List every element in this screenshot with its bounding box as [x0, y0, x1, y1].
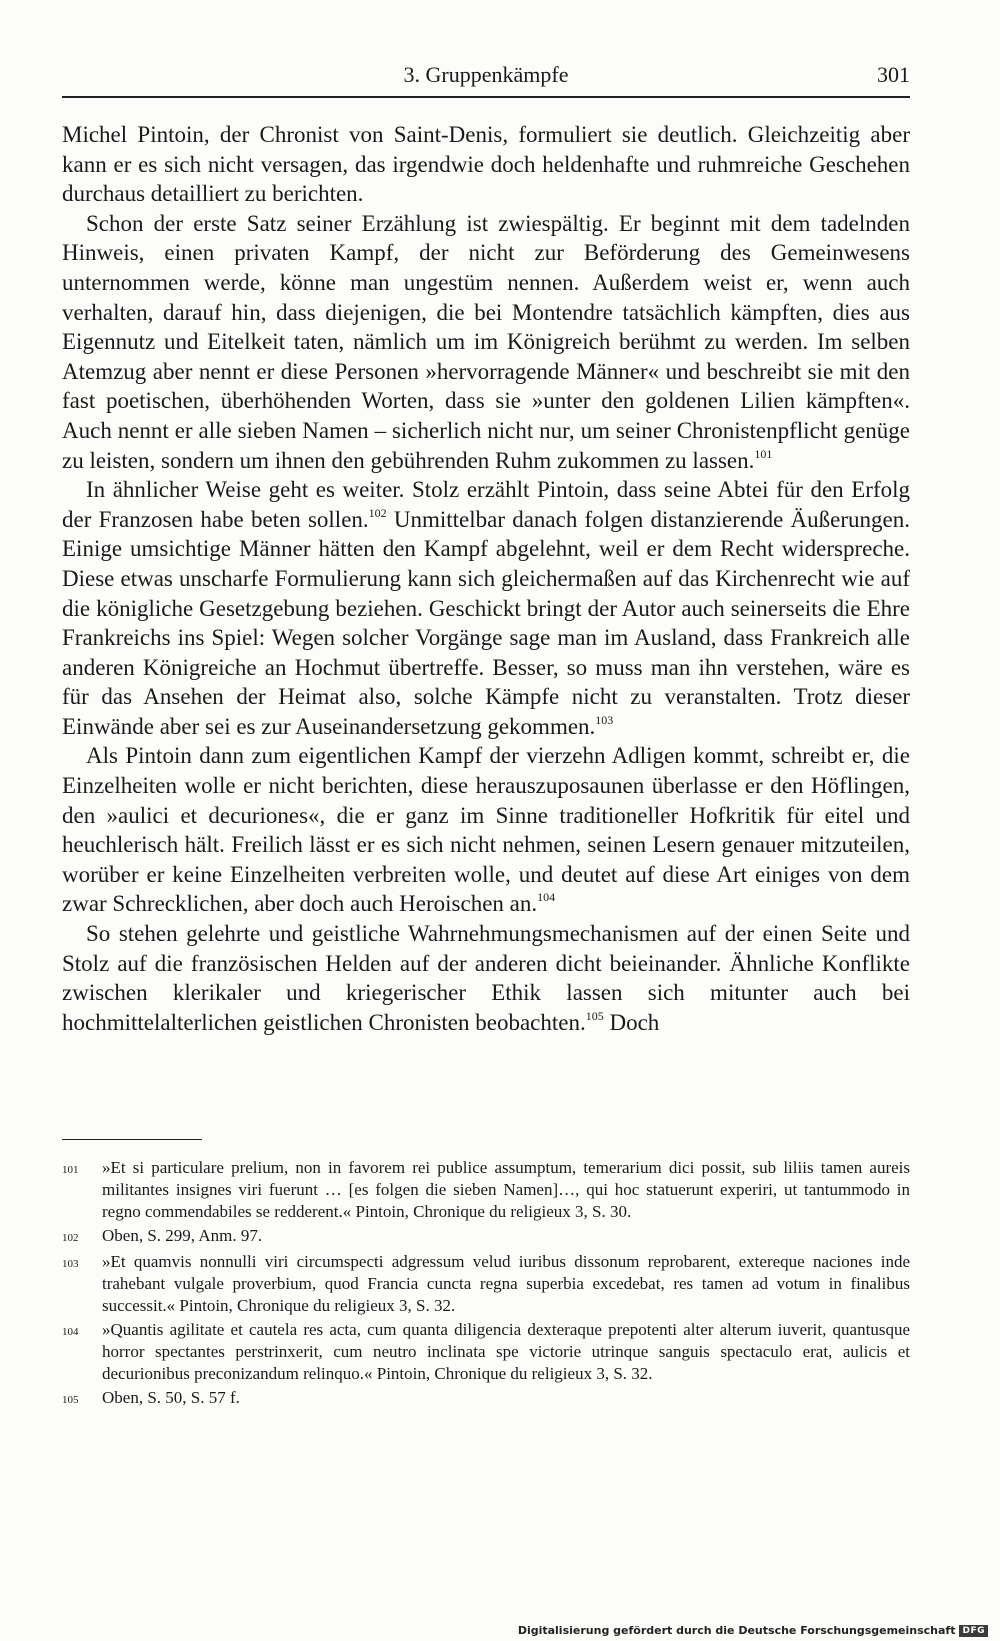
footnote-ref-102[interactable]: 102	[368, 505, 387, 520]
footnote-text: »Et si particulare prelium, non in favorem rei publice assumptum, temerarium dici possit, sub liliis tamen aureis militantes insignes viri fuerunt … [es folgen die sieben Namen]…, qui hoc statuerunt experiri, ut tantummodo in regno commendabiles se redderent.« Pintoin, Chronique du religieux 3, S. 30.	[102, 1158, 910, 1221]
footnote-103	[62, 1251, 910, 1317]
footnote-ref-105[interactable]: 105	[585, 1008, 604, 1023]
body-text	[62, 120, 910, 1037]
paragraph-4	[62, 741, 910, 919]
paragraph-4-text: Als Pintoin dann zum eigentlichen Kampf der vierzehn Adligen kommt, schreibt er, die Einzelheiten wolle er nicht berichten, diese herauszuposaunen überlasse er den Höflingen, den »aulici et decuriones«, die er ganz im Sinne traditioneller Hofkritik für eitel und heuchlerisch hält. Freilich lässt er es sich nicht nehmen, seinen Lesern genauer mitzuteilen, worüber er keine Einzelheiten verbreiten wolle, und deutet auf diese Art einiges von dem zwar Schrecklichen, aber doch auch Heroischen an.	[62, 743, 910, 917]
footnote-number: 101	[62, 1164, 79, 1176]
footnote-number: 102	[62, 1232, 79, 1244]
paragraph-2-text: Schon der erste Satz seiner Erzählung ist zwiespältig. Er beginnt mit dem tadelnden Hinweis, einen privaten Kampf, der nicht zur Beförderung des Gemeinwesens unternommen werde, könne man ungestüm nennen. Außerdem weist er, wenn auch verhalten, darauf hin, dass diejenigen, die bei Montendre tatsächlich kämpften, dies aus Eigennutz und Eitelkeit taten, nämlich um im Königreich berühmt zu werden. Im selben Atemzug aber nennt er diese Personen »hervorragende Männer« und beschreibt sie mit den fast poetischen, überhöhenden Worten, dass sie »unter den goldenen Lilien kämpften«. Auch nennt er alle sieben Namen – sicherlich nicht nur, um seiner Chronistenpflicht genüge zu leisten, sondern um ihnen den gebührenden Ruhm zukommen zu lassen.	[62, 210, 910, 473]
footnote-text: »Quantis agilitate et cautela res acta, cum quanta diligencia dexteraque prepotenti alter alterum iuverit, quantusque horror spectantes perstrinxerit, cum neutro inclinata spe victorie utrinque sanguis spectaculo erat, aulicis et decurionibus preconizandum relinquo.« Pintoin, Chronique du religieux 3, S. 32.	[102, 1320, 910, 1383]
paragraph-3-text-a: In ähnlicher Weise geht es weiter. Stolz erzählt Pintoin, dass seine Abtei für den Erfolg der Franzosen habe beten sollen.	[62, 477, 910, 532]
paragraph-5-text: So stehen gelehrte und geistliche Wahrnehmungsmechanismen auf der einen Seite und Stolz auf die französischen Helden auf der anderen dicht beieinander. Ähnliche Konflikte zwischen klerikaler und kriegerischer Ethik lassen sich mitunter auch bei hochmittelalterlichen geistlichen Chronisten beobachten.	[62, 921, 910, 1035]
paragraph-3	[62, 475, 910, 741]
running-head: 3. Gruppenkämpfe	[403, 62, 569, 87]
footnote-text: »Et quamvis nonnulli viri circumspecti adgressum velud iuribus dissonum reprobarent, extereque naciones inde trahebant vulgale proverbium, quod Francia cuncta regna superbia excedebat, res tamen ad votum in finalibus successit.« Pintoin, Chronique du religieux 3, S. 32.	[102, 1252, 910, 1315]
footnotes	[62, 1157, 910, 1413]
paragraph-1	[62, 120, 910, 209]
footnote-102	[62, 1225, 910, 1249]
footnote-ref-103[interactable]: 103	[595, 712, 614, 727]
footnote-ref-101[interactable]: 101	[754, 446, 773, 461]
footnote-ref-104[interactable]: 104	[537, 890, 556, 905]
paragraph-5-tail: Doch	[603, 1009, 660, 1035]
paragraph-3-text-b: Unmittelbar danach folgen distanzierende Äußerungen. Einige umsichtige Männer hätten den Kampf abgelehnt, weil er dem Recht widerspreche. Diese etwas unscharfe Formulierung kann sich gleichermaßen auf das Kirchenrecht wie auf die königliche Gesetzgebung beziehen. Geschickt bringt der Autor auch seinerseits die Ehre Frankreichs ins Spiel: Wegen solcher Vorgänge sage man im Ausland, dass Frankreich alle anderen Königreiche an Hochmut übertreffe. Besser, so muss man ihn verstehen, wäre es für das Ansehen der Heimat also, solche Kämpfe nicht zu veranstalten. Trotz dieser Einwände aber sei es zur Auseinandersetzung gekommen.	[62, 506, 910, 739]
footnote-101	[62, 1157, 910, 1223]
footnote-text: Oben, S. 299, Anm. 97.	[102, 1226, 263, 1245]
paragraph-5	[62, 919, 910, 1037]
paragraph-2	[62, 209, 910, 475]
page-number: 301	[877, 62, 910, 87]
footnote-number: 105	[62, 1394, 79, 1406]
footnote-104	[62, 1319, 910, 1385]
dfg-logo-icon: DFG	[959, 1625, 988, 1637]
footnote-text: Oben, S. 50, S. 57 f.	[102, 1388, 240, 1407]
paragraph-1-text: Michel Pintoin, der Chronist von Saint-Denis, formuliert sie deutlich. Gleichzeitig aber kann er es sich nicht versagen, das irgendwie doch heldenhafte und ruhmreiche Geschehen durchaus detailliert zu berichten.	[62, 122, 910, 207]
footnote-divider	[62, 1139, 202, 1140]
credit-text: Digitalisierung gefördert durch die Deutsche Forschungsgemeinschaft	[517, 1624, 956, 1637]
digitization-credit	[518, 1624, 988, 1637]
page-header	[62, 58, 910, 98]
footnote-number: 104	[62, 1326, 79, 1338]
footnote-number: 103	[62, 1258, 79, 1270]
footnote-105	[62, 1387, 910, 1411]
